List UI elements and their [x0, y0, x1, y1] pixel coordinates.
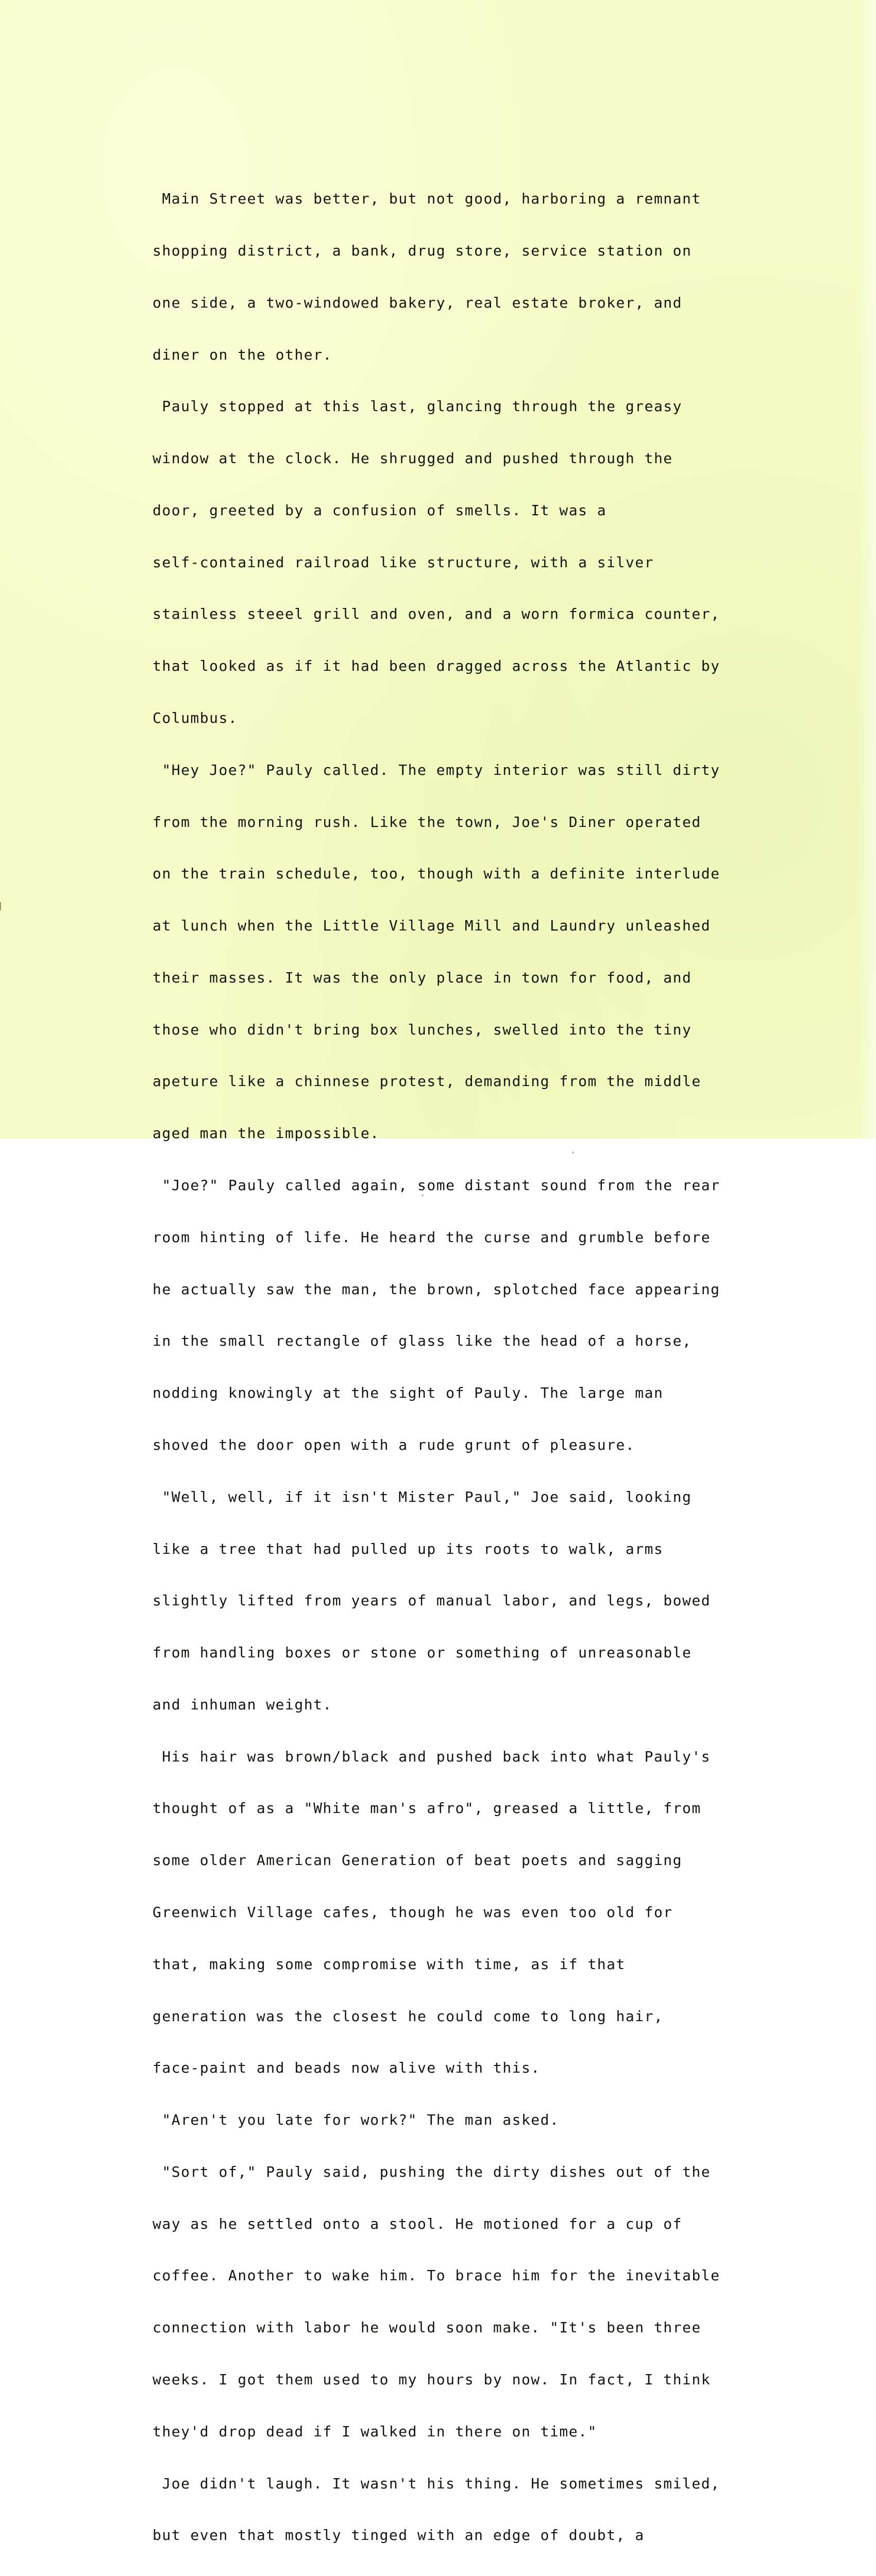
text-line: from the morning rush. Like the town, Joe's Diner operated — [153, 813, 701, 831]
text-line: nodding knowingly at the sight of Pauly. The large man — [153, 1384, 664, 1402]
text-line: in the small rectangle of glass like the head of a horse, — [153, 1332, 692, 1350]
text-line: self-contained railroad like structure, with a silver — [153, 553, 654, 571]
text-line: Columbus. — [153, 709, 238, 726]
text-line: "Aren't you late for work?" The man asked. — [153, 2111, 560, 2129]
text-line: slightly lifted from years of manual labor, and legs, bowed — [153, 1592, 711, 1609]
text-line: door, greeted by a confusion of smells. It was a — [153, 501, 607, 519]
text-line: at lunch when the Little Village Mill and Laundry unleashed — [153, 917, 711, 935]
text-line: generation was the closest he could come to long hair, — [153, 2007, 664, 2025]
text-line: those who didn't bring box lunches, swelled into the tiny — [153, 1021, 692, 1038]
text-line: "Well, well, if it isn't Mister Paul," Joe said, looking — [153, 1488, 692, 1505]
text-line: stainless steeel grill and oven, and a worn formica counter, — [153, 605, 720, 623]
text-line: "Hey Joe?" Pauly called. The empty interior was still dirty — [153, 761, 720, 778]
text-line: aged man the impossible. — [153, 1125, 380, 1142]
text-line: that, making some compromise with time, as if that — [153, 1955, 626, 1973]
typed-manuscript-text — [153, 156, 791, 2576]
text-line: weeks. I got them used to my hours by now. In fact, I think — [153, 2371, 711, 2388]
text-line: thought of as a "White man's afro", greased a little, from — [153, 1800, 701, 1817]
text-line: one side, a two-windowed bakery, real estate broker, and — [153, 294, 683, 311]
text-line: Joe didn't laugh. It wasn't his thing. He sometimes smiled, — [153, 2475, 720, 2492]
text-line: window at the clock. He shrugged and pushed through the — [153, 450, 673, 467]
text-line: they'd drop dead if I walked in there on time." — [153, 2422, 597, 2440]
text-line: diner on the other. — [153, 346, 332, 363]
text-line: apeture like a chinnese protest, demanding from the middle — [153, 1073, 701, 1090]
text-line: but even that mostly tinged with an edge of doubt, a — [153, 2527, 645, 2544]
text-line: His hair was brown/black and pushed back into what Pauly's — [153, 1748, 711, 1765]
paper-speck — [572, 1151, 574, 1154]
paper-right-edge — [857, 0, 876, 1139]
text-line: shoved the door open with a rude grunt of pleasure. — [153, 1436, 635, 1453]
text-line: face-paint and beads now alive with this. — [153, 2059, 541, 2077]
text-line: on the train schedule, too, though with a definite interlude — [153, 865, 720, 883]
text-line: way as he settled onto a stool. He motioned for a cup of — [153, 2215, 683, 2232]
text-line: Greenwich Village cafes, though he was even too old for — [153, 1903, 673, 1921]
text-line: that looked as if it had been dragged across the Atlantic by — [153, 657, 720, 675]
text-line: "Joe?" Pauly called again, some distant sound from the rear — [153, 1177, 720, 1194]
text-line: room hinting of life. He heard the curse and grumble before — [153, 1228, 711, 1246]
text-line: coffee. Another to wake him. To brace him for the inevitable — [153, 2267, 720, 2284]
text-line: their masses. It was the only place in town for food, and — [153, 969, 692, 986]
scan-speck — [422, 1194, 424, 1196]
text-line: "Sort of," Pauly said, pushing the dirty dishes out of the — [153, 2163, 711, 2180]
text-line: Pauly stopped at this last, glancing through the greasy — [153, 398, 683, 415]
text-line: he actually saw the man, the brown, splotched face appearing — [153, 1280, 720, 1298]
text-line: Main Street was better, but not good, harboring a remnant — [153, 190, 701, 208]
margin-pen-mark — [0, 902, 8, 916]
text-line: and inhuman weight. — [153, 1696, 332, 1713]
text-line: some older American Generation of beat poets and sagging — [153, 1852, 683, 1869]
text-line: shopping district, a bank, drug store, service station on — [153, 242, 692, 259]
text-line: connection with labor he would soon make. "It's been three — [153, 2319, 701, 2336]
text-line: from handling boxes or stone or something of unreasonable — [153, 1644, 692, 1662]
text-line: like a tree that had pulled up its roots to walk, arms — [153, 1540, 664, 1557]
